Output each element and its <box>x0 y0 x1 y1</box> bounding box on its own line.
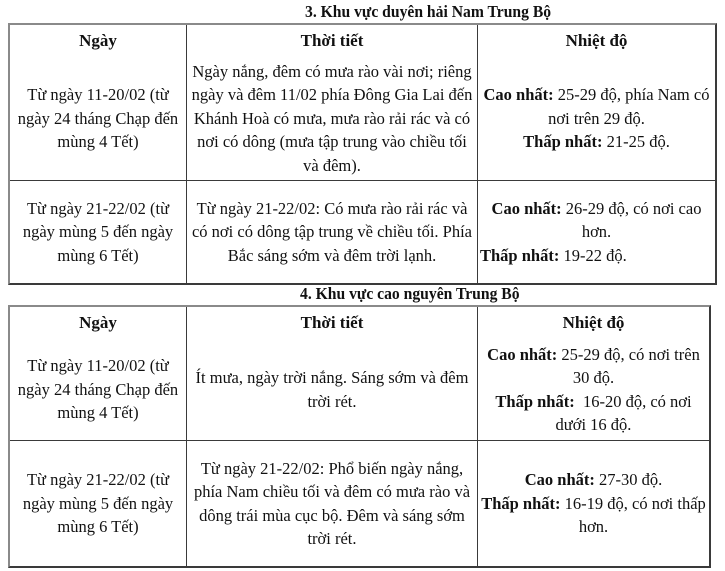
section-title-south-central-coast: 3. Khu vực duyên hải Nam Trung Bộ <box>305 2 552 21</box>
weather-table-central-highlands <box>8 305 711 568</box>
temp-low-label: Thấp nhất: <box>481 493 561 513</box>
temp-high-label: Cao nhất: <box>483 85 554 105</box>
temp-high-value: 25-29 độ, phía Nam có nơi trên 29 độ. <box>548 85 710 128</box>
temp-high <box>480 343 707 390</box>
temp-low <box>480 244 713 268</box>
temperature-cell <box>478 441 709 566</box>
temp-low-value: 19-22 độ. <box>559 245 627 265</box>
temperature-cell <box>478 181 715 283</box>
table-row <box>10 441 709 566</box>
date-cell: Từ ngày 11-20/02 (từ ngày 24 tháng Chạp đến mùng 4 Tết) <box>10 339 187 441</box>
temp-low-value: 21-25 độ. <box>602 132 670 152</box>
date-cell: Từ ngày 11-20/02 (từ ngày 24 tháng Chạp đến mùng 4 Tết) <box>10 57 187 181</box>
temp-high-value: 25-29 độ, có nơi trên 30 độ. <box>557 344 700 387</box>
weather-cell: Ngày nắng, đêm có mưa rào vài nơi; riêng ngày và đêm 11/02 phía Đông Gia Lai đến Khánh Hoà có mưa, mưa rào rải rác và có nơi có dông (mưa tập trung vào chiều tối và đêm). <box>187 57 478 181</box>
temp-high-value: 27-30 độ. <box>594 470 663 490</box>
table-header-row <box>10 307 709 339</box>
table-row <box>10 57 715 181</box>
temperature-cell <box>478 57 715 181</box>
temp-high <box>480 83 713 130</box>
header-temperature: Nhiệt độ <box>562 313 625 333</box>
date-cell: Từ ngày 21-22/02 (từ ngày mùng 5 đến ngày mùng 6 Tết) <box>10 181 187 283</box>
header-weather: Thời tiết <box>187 25 478 57</box>
temp-high-value: 26-29 độ, có nơi cao hơn. <box>561 198 702 242</box>
temp-high-label: Cao nhất: <box>487 344 558 364</box>
header-date: Ngày <box>10 307 187 339</box>
header-weather: Thời tiết <box>187 307 478 339</box>
header-temperature: Nhiệt độ <box>565 31 628 51</box>
temperature-cell <box>478 339 709 441</box>
temp-low-label: Thấp nhất: <box>495 391 575 411</box>
temp-low-value: 16-20 độ, có nơi dưới 16 độ. <box>555 391 696 434</box>
table-header-row <box>10 25 715 57</box>
temp-low-label: Thấp nhất: <box>523 132 603 152</box>
temp-low <box>480 492 707 539</box>
weather-cell: Ít mưa, ngày trời nắng. Sáng sớm và đêm trời rét. <box>187 339 478 441</box>
weather-cell: Từ ngày 21-22/02: Phổ biến ngày nắng, phía Nam chiều tối và đêm có mưa rào và dông trái mùa cục bộ. Đêm và sáng sớm trời rét. <box>187 441 478 566</box>
temp-high <box>480 197 713 244</box>
temp-high <box>480 468 707 492</box>
temp-high-label: Cao nhất: <box>524 470 595 490</box>
header-date: Ngày <box>10 25 187 57</box>
weather-table-south-central-coast <box>8 23 717 285</box>
temp-low <box>480 390 707 437</box>
date-cell: Từ ngày 21-22/02 (từ ngày mùng 5 đến ngày mùng 6 Tết) <box>10 441 187 566</box>
section-title-central-highlands: 4. Khu vực cao nguyên Trung Bộ <box>300 284 520 303</box>
table-row <box>10 181 715 283</box>
temp-high-label: Cao nhất: <box>491 198 562 218</box>
table-row <box>10 339 709 441</box>
temp-low-label: Thấp nhất: <box>480 245 560 265</box>
weather-cell: Từ ngày 21-22/02: Có mưa rào rải rác và có nơi có dông tập trung về chiều tối. Phía Bắc sáng sớm và đêm trời lạnh. <box>187 181 478 283</box>
temp-low-value: 16-19 độ, có nơi thấp hơn. <box>560 493 706 537</box>
temp-low <box>480 130 713 154</box>
